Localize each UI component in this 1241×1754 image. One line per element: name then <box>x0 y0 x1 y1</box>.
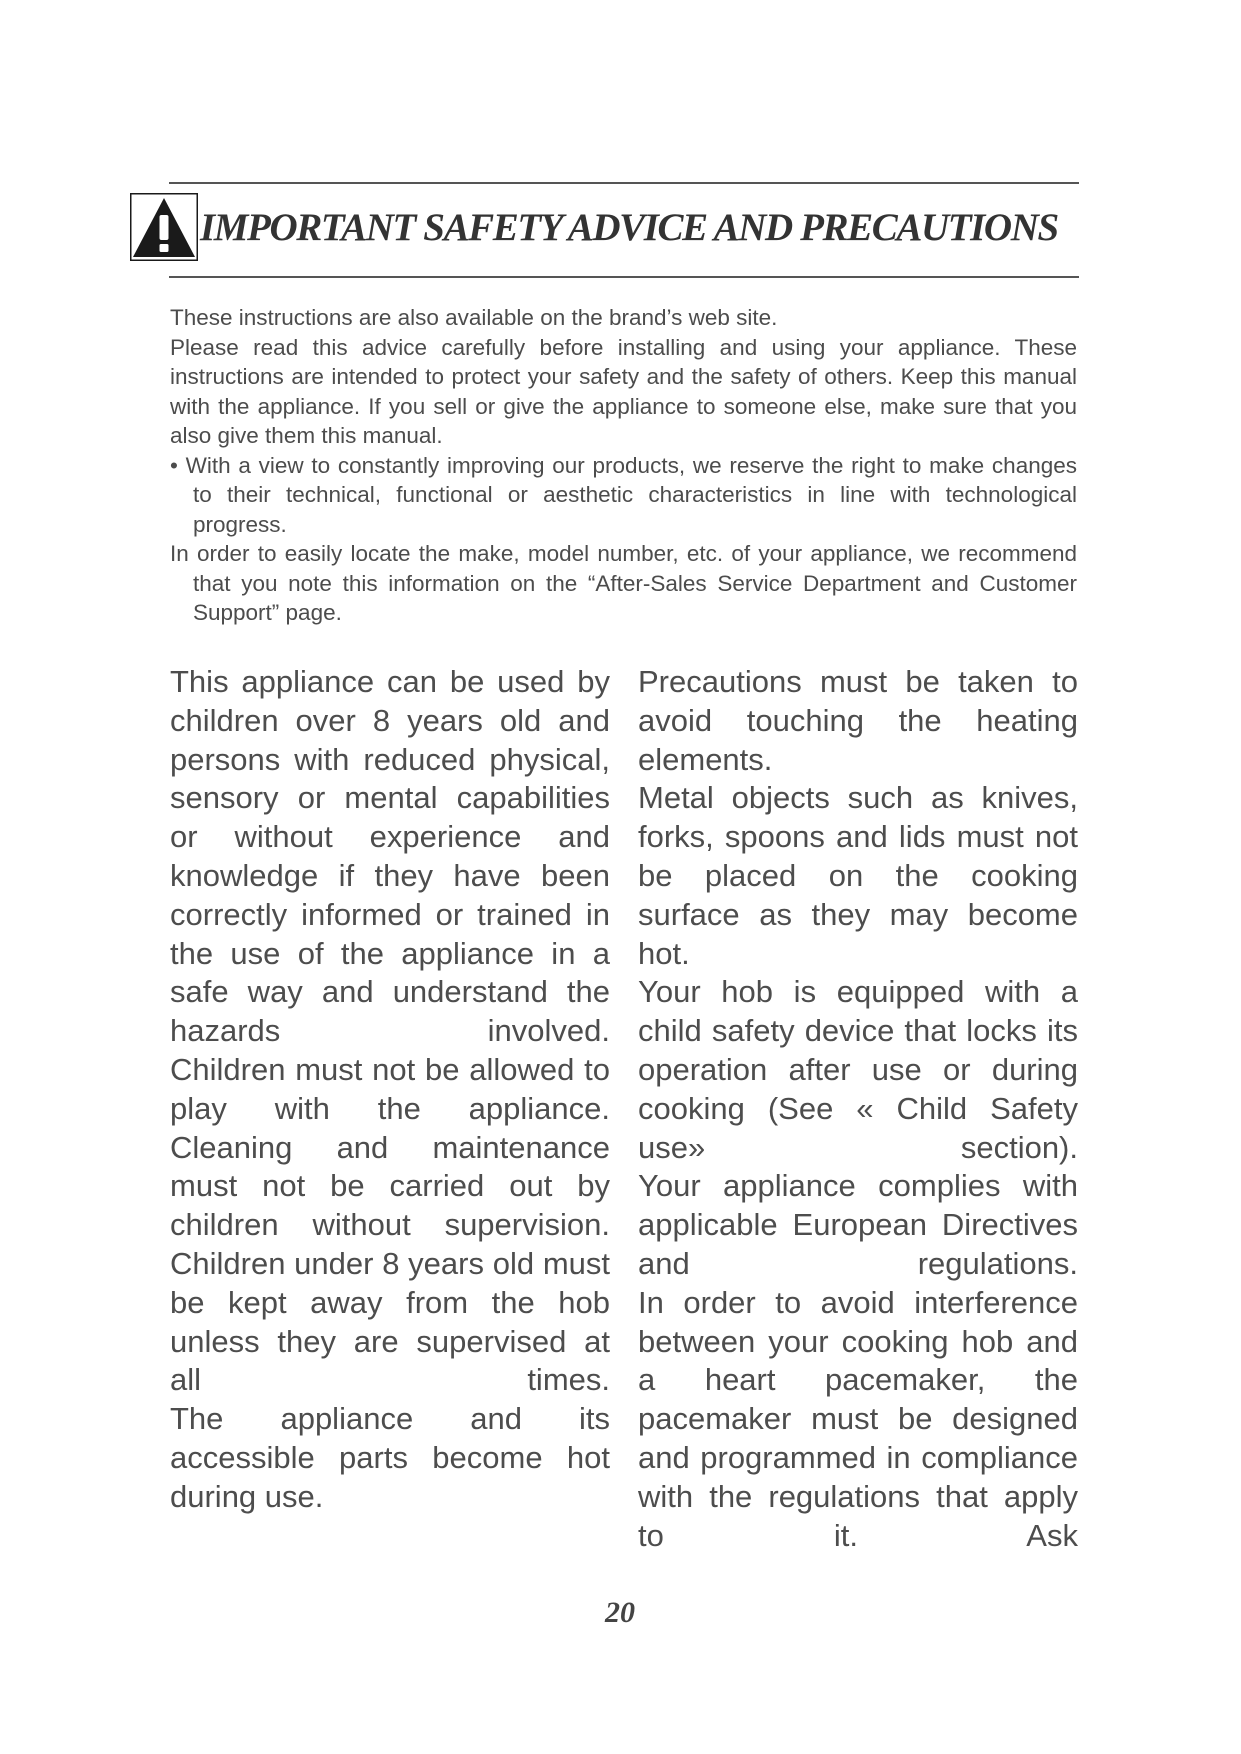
paragraph-pacemaker: In order to avoid interference between your cooking hob and a heart pacemaker, the pacemaker must be designed and programmed in compliance with the regulations that apply to it. Ask <box>638 1284 1078 1553</box>
header-top-rule <box>169 182 1079 184</box>
intro-locate-model: In order to easily locate the make, model number, etc. of your appliance, we recommend that you note this information on the “After-Sales Service Department and Customer Support” page. <box>170 541 1077 625</box>
intro-read-advice: Please read this advice carefully before installing and using your appliance. These instructions are intended to protect your safety and the safety of others. Keep this manual with the appliance. If you sell or give the appliance to someone else, make sure that you also give them this manual. <box>170 334 1077 448</box>
paragraph-children-usage: This appliance can be used by children over 8 years old and persons with reduced physical, sensory or mental capabilities or without experience and knowledge if they have been correctly informed or trained in the use of the appliance in a safe way and understand the hazards involved. <box>170 664 610 1049</box>
paragraph-metal-objects: Metal objects such as knives, forks, spoons and lids must not be placed on the cooking surface as they may become hot. <box>638 780 1078 971</box>
right-column <box>638 663 1078 1555</box>
intro-availability-note: These instructions are also available on the brand’s web site. <box>170 305 778 330</box>
left-column <box>170 663 610 1517</box>
paragraph-children-play: Children must not be allowed to play with the appliance. <box>170 1051 610 1126</box>
header-bottom-rule <box>169 276 1079 278</box>
paragraph-children-under-8: Children under 8 years old must be kept away from the hob unless they are supervised at all times. <box>170 1245 610 1398</box>
intro-section <box>170 303 1077 628</box>
paragraph-cleaning: Cleaning and maintenance must not be carried out by children without supervision. <box>170 1129 610 1243</box>
page-title: IMPORTANT SAFETY ADVICE AND PRECAUTIONS <box>200 206 1058 249</box>
paragraph-european-directives: Your appliance complies with applicable European Directives and regulations. <box>638 1168 1078 1281</box>
intro-improvement-bullet: • With a view to constantly improving our products, we reserve the right to make changes to their technical, functional or aesthetic characteristics in line with technological progress. <box>170 452 1077 537</box>
page-number: 20 <box>605 1596 635 1629</box>
paragraph-heating-elements: Precautions must be taken to avoid touching the heating elements. <box>638 664 1078 777</box>
paragraph-hot-parts: The appliance and its accessible parts become hot during use. <box>170 1401 610 1514</box>
warning-triangle-icon <box>130 193 198 261</box>
paragraph-child-safety-device: Your hob is equipped with a child safety device that locks its operation after use or during cooking (See « Child Safety use» section). <box>638 974 1078 1165</box>
